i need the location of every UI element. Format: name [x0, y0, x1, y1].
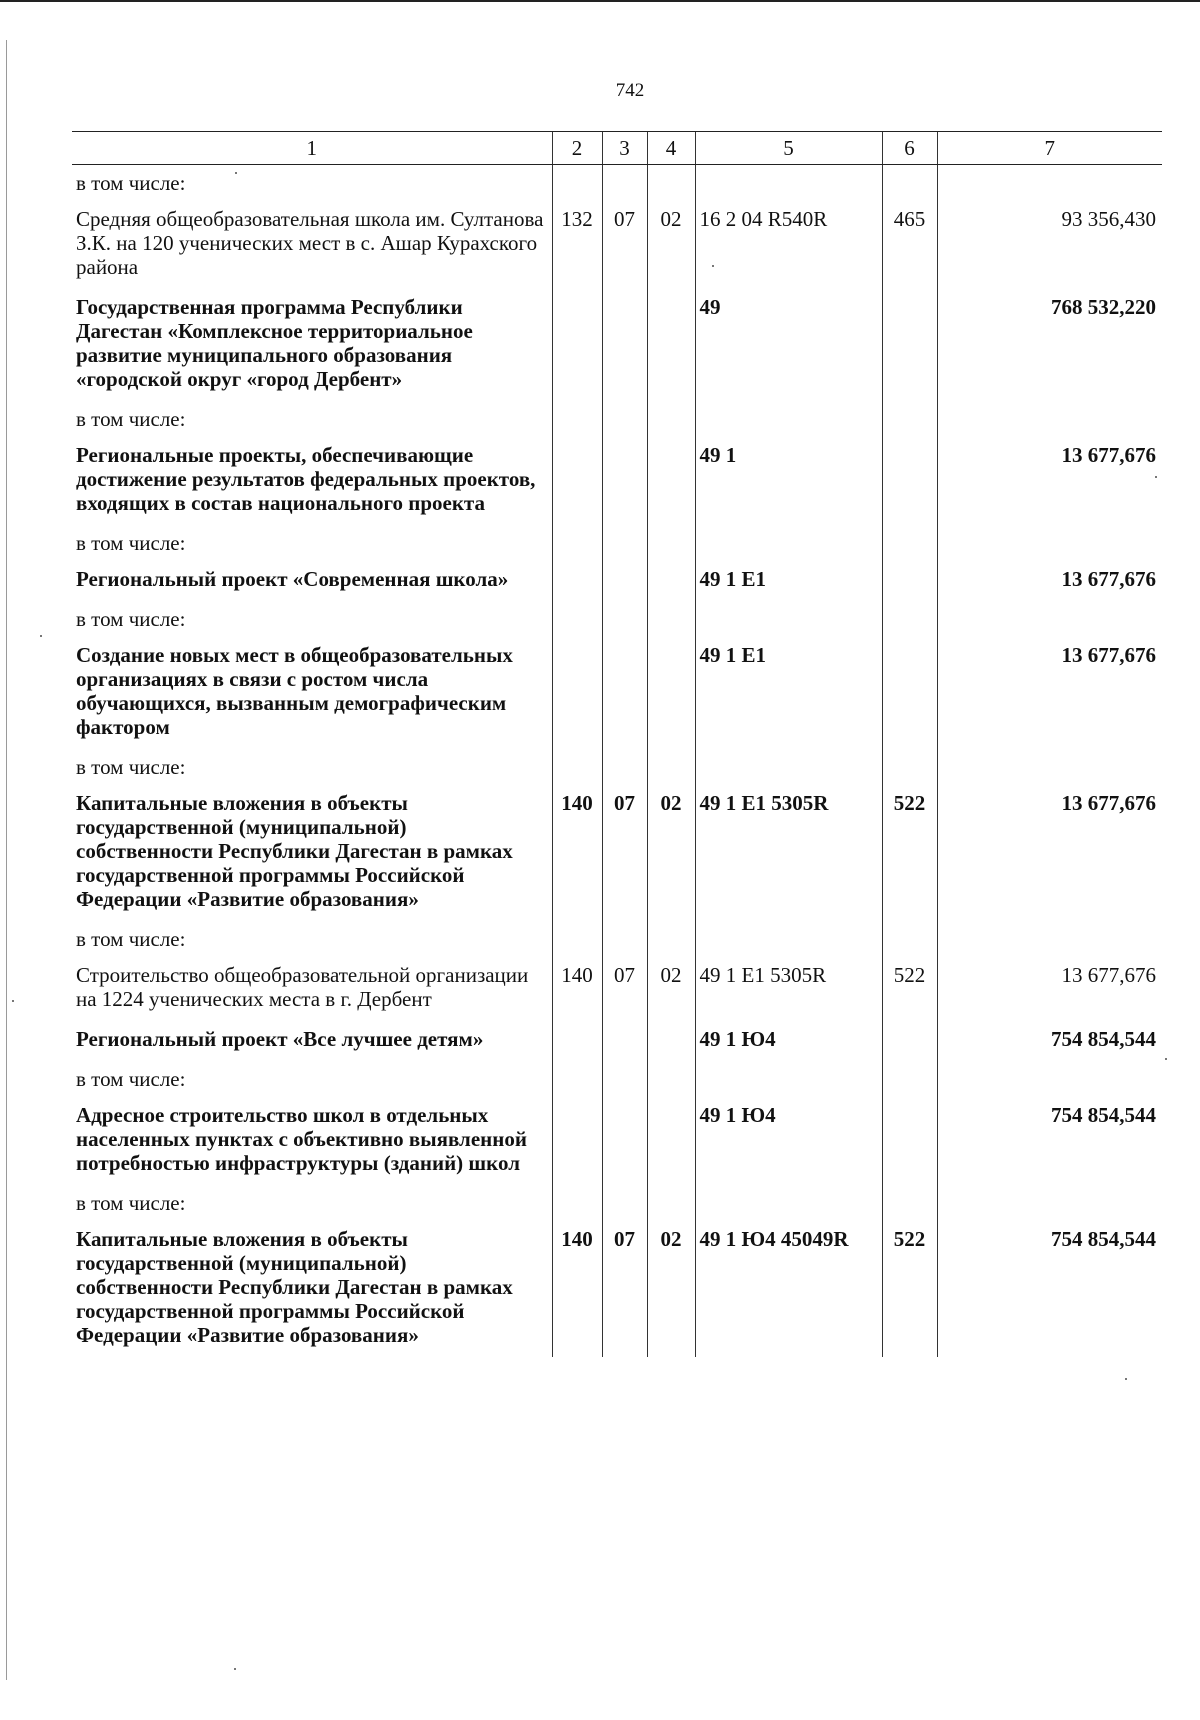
row-code — [695, 749, 882, 785]
row-col-3 — [602, 289, 647, 401]
row-amount — [937, 401, 1162, 437]
row-amount: 768 532,220 — [937, 289, 1162, 401]
row-amount — [937, 1185, 1162, 1221]
row-name: Строительство общеобразовательной организации на 1224 ученических места в г. Дербент — [76, 963, 529, 1011]
row-col-4 — [647, 1061, 695, 1097]
row-code — [695, 525, 882, 561]
row-name: в том числе: — [76, 927, 186, 951]
row-col-3 — [602, 1061, 647, 1097]
row-code: 49 1 E1 5305R — [695, 785, 882, 921]
row-col-4 — [647, 637, 695, 749]
row-name: Капитальные вложения в объекты государственной (муниципальной) собственности Республики Дагестан в рамках государственной программы Российской Федерации «Развитие образования» — [76, 1227, 513, 1347]
col-header-2: 2 — [552, 132, 602, 165]
row-amount: 13 677,676 — [937, 785, 1162, 921]
row-amount — [937, 525, 1162, 561]
row-col-2 — [552, 921, 602, 957]
row-code — [695, 921, 882, 957]
scan-speck — [235, 172, 237, 174]
row-col-2 — [552, 1061, 602, 1097]
row-name: Региональные проекты, обеспечивающие достижение результатов федеральных проектов, входящих в состав национального проекта — [76, 443, 536, 515]
table-row — [72, 1097, 1162, 1185]
col-header-3: 3 — [602, 132, 647, 165]
row-amount — [937, 1061, 1162, 1097]
row-amount — [937, 601, 1162, 637]
row-code — [695, 1185, 882, 1221]
row-code: 16 2 04 R540R — [695, 201, 882, 289]
row-col-4 — [647, 401, 695, 437]
table-row — [72, 1221, 1162, 1357]
row-col-2: 140 — [552, 785, 602, 921]
row-name: Создание новых мест в общеобразовательных организациях в связи с ростом числа обучающихся, вызванным демографическим фактором — [76, 643, 513, 739]
row-code: 49 1 — [695, 437, 882, 525]
row-col-3 — [602, 561, 647, 601]
row-col-6 — [882, 601, 937, 637]
scan-speck — [1155, 476, 1157, 478]
row-col-2: 140 — [552, 1221, 602, 1357]
row-col-2 — [552, 165, 602, 202]
page-number: 742 — [615, 80, 645, 101]
table-row — [72, 289, 1162, 401]
row-name: в том числе: — [76, 171, 186, 195]
row-col-2: 140 — [552, 957, 602, 1021]
row-col-2 — [552, 601, 602, 637]
scan-left-edge — [6, 40, 7, 1680]
row-name: в том числе: — [76, 607, 186, 631]
scan-speck — [1165, 1058, 1167, 1060]
col-header-5: 5 — [695, 132, 882, 165]
scan-speck — [234, 1668, 236, 1670]
row-col-6: 465 — [882, 201, 937, 289]
scan-speck — [12, 1000, 14, 1002]
row-col-6 — [882, 165, 937, 202]
row-name: Капитальные вложения в объекты государственной (муниципальной) собственности Республики Дагестан в рамках государственной программы Российской Федерации «Развитие образования» — [76, 791, 513, 911]
row-col-2 — [552, 525, 602, 561]
row-col-4: 02 — [647, 785, 695, 921]
table-row — [72, 561, 1162, 601]
table-row — [72, 785, 1162, 921]
row-col-6 — [882, 749, 937, 785]
row-name: в том числе: — [76, 1067, 186, 1091]
row-col-3 — [602, 601, 647, 637]
row-col-6 — [882, 921, 937, 957]
row-col-6: 522 — [882, 957, 937, 1021]
row-col-2 — [552, 401, 602, 437]
row-col-2 — [552, 561, 602, 601]
row-col-6 — [882, 1185, 937, 1221]
col-header-6: 6 — [882, 132, 937, 165]
table-row — [72, 201, 1162, 289]
row-code: 49 1 E1 — [695, 637, 882, 749]
row-col-3 — [602, 1185, 647, 1221]
row-col-6 — [882, 1021, 937, 1061]
row-col-2 — [552, 1097, 602, 1185]
row-name: Государственная программа Республики Дагестан «Комплексное территориальное развитие муниципального образования «городской округ «город Дербент» — [76, 295, 473, 391]
row-col-3 — [602, 637, 647, 749]
budget-table — [72, 131, 1162, 1357]
row-amount: 13 677,676 — [937, 637, 1162, 749]
row-col-2 — [552, 1021, 602, 1061]
row-col-6 — [882, 401, 937, 437]
column-number-header — [72, 132, 1162, 165]
row-name: в том числе: — [76, 755, 186, 779]
subheading-row — [72, 165, 1162, 202]
row-col-6 — [882, 525, 937, 561]
row-name: Адресное строительство школ в отдельных населенных пунктах с объективно выявленной потребностью инфраструктуры (зданий) школ — [76, 1103, 527, 1175]
row-code: 49 — [695, 289, 882, 401]
row-col-4 — [647, 749, 695, 785]
row-col-3: 07 — [602, 1221, 647, 1357]
row-col-3 — [602, 1097, 647, 1185]
col-header-1: 1 — [72, 132, 552, 165]
row-amount: 754 854,544 — [937, 1021, 1162, 1061]
row-col-6 — [882, 1097, 937, 1185]
row-amount: 13 677,676 — [937, 437, 1162, 525]
row-col-3: 07 — [602, 785, 647, 921]
col-header-4: 4 — [647, 132, 695, 165]
row-col-6 — [882, 561, 937, 601]
row-col-6 — [882, 1061, 937, 1097]
row-amount: 754 854,544 — [937, 1097, 1162, 1185]
row-amount: 13 677,676 — [937, 561, 1162, 601]
row-col-3 — [602, 749, 647, 785]
row-col-2 — [552, 637, 602, 749]
scan-speck — [1125, 1378, 1127, 1380]
row-amount — [937, 921, 1162, 957]
subheading-row — [72, 401, 1162, 437]
row-amount: 13 677,676 — [937, 957, 1162, 1021]
row-col-4 — [647, 561, 695, 601]
row-col-3 — [602, 525, 647, 561]
row-col-3 — [602, 921, 647, 957]
row-name: в том числе: — [76, 407, 186, 431]
row-name: в том числе: — [76, 531, 186, 555]
table-row — [72, 957, 1162, 1021]
row-col-6 — [882, 637, 937, 749]
row-col-3 — [602, 1021, 647, 1061]
subheading-row — [72, 749, 1162, 785]
row-col-3: 07 — [602, 957, 647, 1021]
row-col-4 — [647, 437, 695, 525]
row-col-4 — [647, 1185, 695, 1221]
row-amount: 754 854,544 — [937, 1221, 1162, 1357]
row-name: в том числе: — [76, 1191, 186, 1215]
row-code: 49 1 Ю4 45049R — [695, 1221, 882, 1357]
row-col-2 — [552, 289, 602, 401]
row-col-4 — [647, 1021, 695, 1061]
subheading-row — [72, 525, 1162, 561]
row-code: 49 1 E1 5305R — [695, 957, 882, 1021]
row-col-6: 522 — [882, 1221, 937, 1357]
col-header-7: 7 — [937, 132, 1162, 165]
row-code: 49 1 Ю4 — [695, 1021, 882, 1061]
row-name: Средняя общеобразовательная школа им. Султанова З.К. на 120 ученических мест в с. Ашар Курахского района — [76, 207, 544, 279]
row-col-3 — [602, 165, 647, 202]
row-col-2 — [552, 1185, 602, 1221]
row-code — [695, 401, 882, 437]
row-col-3 — [602, 437, 647, 525]
row-code — [695, 601, 882, 637]
row-name: Региональный проект «Современная школа» — [76, 567, 509, 591]
row-col-4 — [647, 1097, 695, 1185]
row-col-6 — [882, 437, 937, 525]
row-col-6: 522 — [882, 785, 937, 921]
row-code: 49 1 E1 — [695, 561, 882, 601]
subheading-row — [72, 1061, 1162, 1097]
top-border-line — [0, 0, 1200, 2]
table-row — [72, 637, 1162, 749]
table-body — [72, 165, 1162, 1358]
row-col-4: 02 — [647, 1221, 695, 1357]
row-col-2 — [552, 749, 602, 785]
subheading-row — [72, 601, 1162, 637]
subheading-row — [72, 1185, 1162, 1221]
row-amount — [937, 165, 1162, 202]
row-col-3 — [602, 401, 647, 437]
scan-speck — [40, 635, 42, 637]
scan-speck — [712, 265, 714, 267]
row-code: 49 1 Ю4 — [695, 1097, 882, 1185]
row-col-4: 02 — [647, 201, 695, 289]
row-col-3: 07 — [602, 201, 647, 289]
row-col-6 — [882, 289, 937, 401]
row-col-2: 132 — [552, 201, 602, 289]
row-name: Региональный проект «Все лучшее детям» — [76, 1027, 484, 1051]
subheading-row — [72, 921, 1162, 957]
row-col-4 — [647, 525, 695, 561]
row-col-4 — [647, 601, 695, 637]
row-code — [695, 165, 882, 202]
row-col-4 — [647, 165, 695, 202]
row-amount — [937, 749, 1162, 785]
row-code — [695, 1061, 882, 1097]
row-col-2 — [552, 437, 602, 525]
row-col-4: 02 — [647, 957, 695, 1021]
row-col-4 — [647, 289, 695, 401]
table-row — [72, 437, 1162, 525]
row-amount: 93 356,430 — [937, 201, 1162, 289]
row-col-4 — [647, 921, 695, 957]
table-row — [72, 1021, 1162, 1061]
